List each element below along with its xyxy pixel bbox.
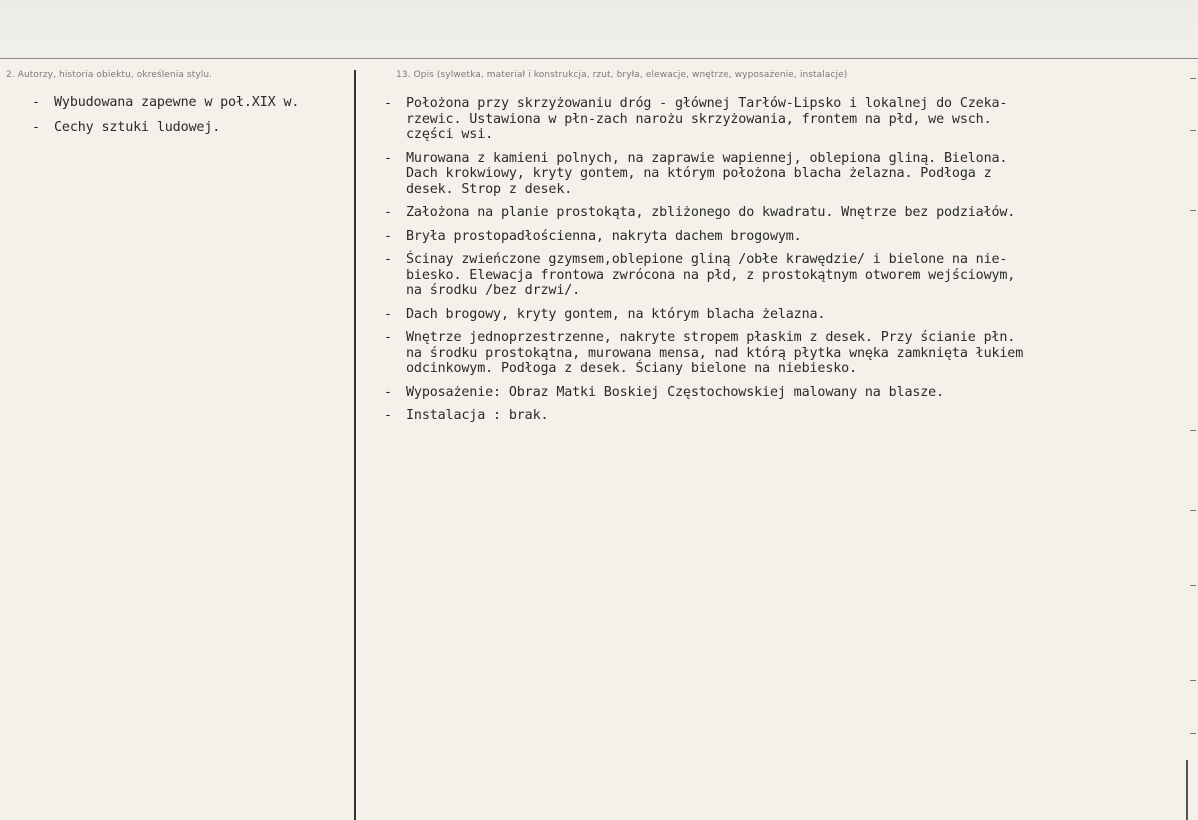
list-item [32, 95, 352, 111]
bullet-dash: - [384, 408, 392, 423]
list-item-text: Wyposażenie: Obraz Matki Boskiej Częstochowskiej malowany na blasze. [406, 384, 945, 400]
margin-tick [1190, 510, 1196, 511]
list-item [384, 252, 1184, 299]
list-item [384, 408, 1184, 424]
header-rule [0, 58, 1198, 59]
description-list [384, 96, 1184, 432]
list-item-text: Położona przy skrzyżowaniu dróg - głównej Tarłów-Lipsko i lokalnej do Czeka- rzewic. Ustawiona w płn-zach narożu skrzyżowania, frontem na płd, we wsch. części wsi. [406, 96, 1008, 142]
list-item-text: Bryła prostopadłościenna, nakryta dachem brogowym. [406, 228, 802, 244]
top-margin [0, 0, 1198, 58]
list-item-text: Ścinay zwieńczone gzymsem,oblepione gliną /obłe krawędzie/ i bielone na nie- biesko. Elewacja frontowa zwrócona na płd, z prostokątnym otworem wejściowym, na środku /bez drzwi/. [406, 252, 1016, 298]
bullet-dash: - [384, 252, 392, 267]
bullet-dash: - [384, 96, 392, 111]
list-item [384, 229, 1184, 245]
margin-tick [1190, 430, 1196, 431]
bullet-dash: - [384, 384, 392, 400]
column-divider [354, 70, 356, 820]
list-item-text: Wybudowana zapewne w poł.XIX w. [54, 95, 300, 110]
margin-tick [1190, 210, 1196, 211]
margin-tick [1190, 130, 1196, 131]
list-item-text: Instalacja : brak. [406, 408, 549, 423]
bullet-dash: - [32, 119, 40, 135]
bullet-dash: - [384, 150, 392, 166]
left-column-header: 2. Autorzy, historia obiektu, określenia stylu. [6, 70, 213, 80]
margin-tick [1190, 680, 1196, 681]
margin-tick [1190, 585, 1196, 586]
list-item [32, 120, 352, 136]
bullet-dash: - [384, 330, 392, 345]
bullet-dash: - [384, 306, 392, 322]
list-item-text: Cechy sztuki ludowej. [54, 119, 221, 135]
bullet-dash: - [384, 205, 392, 220]
list-item [384, 307, 1184, 323]
list-item [384, 385, 1184, 401]
list-item [384, 151, 1184, 198]
list-item-text: Wnętrze jednoprzestrzenne, nakryte stropem płaskim z desek. Przy ścianie płn. na środku prostokątna, murowana mensa, nad którą płytka wnęka zamknięta łukiem odcinkowym. Podłoga z desek. Ściany bielone na niebiesko. [406, 330, 1024, 376]
list-item-text: Murowana z kamieni polnych, na zaprawie wapiennej, oblepiona gliną. Bielona. Dach krokwiowy, kryty gontem, na którym położona blacha żelazna. Podłoga z desek. Strop z desek. [406, 150, 1008, 197]
bullet-dash: - [384, 228, 392, 244]
list-item-text: Dach brogowy, kryty gontem, na którym blacha żelazna. [406, 306, 826, 322]
margin-tick [1190, 78, 1196, 79]
list-item [384, 330, 1184, 377]
list-item [384, 205, 1184, 221]
history-list [32, 95, 352, 144]
list-item [384, 96, 1184, 143]
page-edge-mark [1186, 760, 1188, 820]
right-column-header: 13. Opis (sylwetka, materiał i konstrukcja, rzut, bryła, elewacje, wnętrze, wyposażenie, instalacje) [396, 70, 848, 80]
bullet-dash: - [32, 95, 40, 110]
list-item-text: Założona na planie prostokąta, zbliżonego do kwadratu. Wnętrze bez podziałów. [406, 205, 1016, 220]
margin-tick [1190, 733, 1196, 734]
